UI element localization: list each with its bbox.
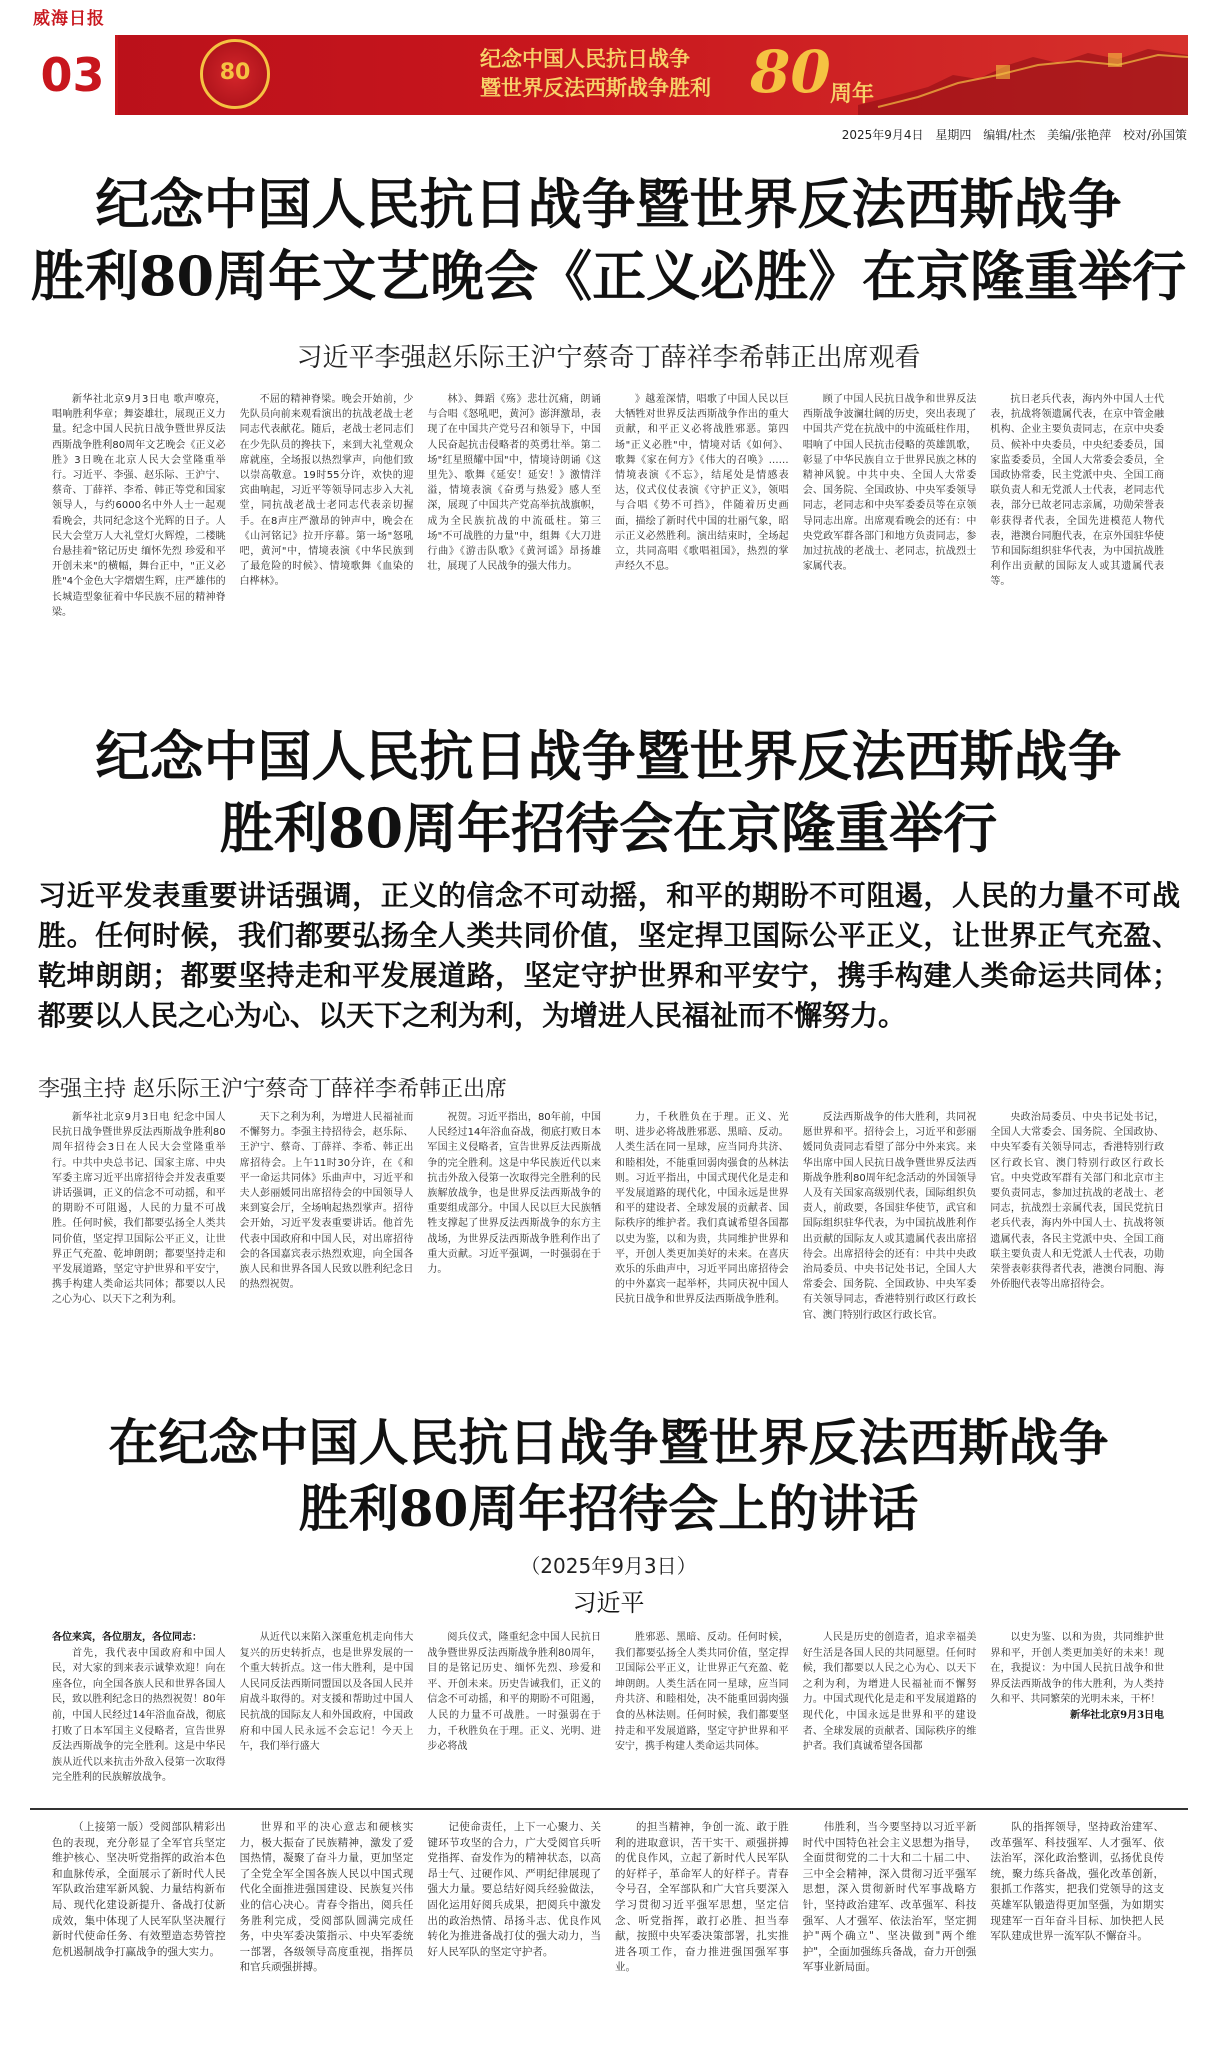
continuation-column: （上接第一版）受阅部队精彩出色的表现，充分彰显了全军官兵坚定维护核心、坚决听党指挥的政治本色和血脉传承，全面展示了新时代人民军队政治建军新风貌、力量结构新布局、现代化建设新提升、备战打仗新成效，集中体现了人民军队坚决履行新时代使命任务、有效塑造态势管控危机遏制战争打赢战争的强大实力。 [52,1821,226,1958]
speech-column: 各位来宾，各位朋友，各位同志： 首先，我代表中国政府和中国人民，对大家的到来表示诚挚欢迎！向在座各位，向全国各族人民和世界各国人民，致以胜利纪念日的热烈祝贺！80年前，中国人民经过14年浴血奋战，彻底打败了日本军国主义侵略者，宣告世界反法西斯战争的完全胜利。这是中华民族从近代以来抗击外敌入侵第一次取得完全胜利的民族解放战争。 [52,1632,226,1784]
newspaper-logo: 威海日报 [33,9,105,29]
anniversary-emblem-icon [200,39,270,109]
continuation-column: 记使命责任，上下一心聚力、关键环节攻坚的合力，广大受阅官兵听党指挥、奋发作为的精神状态，以高昂士气、过硬作风、严明纪律展现了强大力量。要总结好阅兵经验做法，固化运用好阅兵成果，把阅兵中激发出的政治热情、昂扬斗志、优良作风转化为推进备战打仗的强大动力，当好人民军队的坚定守护者。 [427,1821,602,1958]
banner-big-number: 80 [750,38,831,106]
speech-byline: 新华社北京9月3日电 [1070,1709,1165,1721]
article1-headline-line1: 纪念中国人民抗日战争暨世界反法西斯战争 [95,172,1122,236]
banner-title-line2: 暨世界反法西斯战争胜利 [480,76,711,100]
section-divider [30,1808,1188,1810]
article1-body [52,392,1164,664]
article2-headline [20,720,1197,864]
article1-column: 不屈的精神脊梁。晚会开始前，少先队员向前来观看演出的抗战老战士老同志代表献花。随后，老战士老同志们在少先队员的搀扶下，来到大礼堂观众席就座，全场报以热烈掌声，向他们致以崇高敬意。19时55分许，欢快的迎宾曲响起，习近平等领导同志步入大礼堂，同抗战老战士老同志代表亲切握手。在8声庄严激昂的钟声中，晚会在《山河铭记》拉开序幕。第一场"怒吼吧，黄河"中，情境表演《中华民族到了最危险的时候》、情境歌舞《血染的白桦林》。 [239,394,414,588]
article1-headline [20,168,1197,312]
article2-column: 新华社北京9月3日电 纪念中国人民抗日战争暨世界反法西斯战争胜利80周年招待会3日在人民大会堂隆重举行。中共中央总书记、国家主席、中央军委主席习近平出席招待会并发表重要讲话强调，正义的信念不可动摇，和平的期盼不可阻遏，人民的力量不可战胜。任何时候，我们都要弘扬全人类共同价值，坚定捍卫国际公平正义，让世界正气充盈、乾坤朗朗；都要坚持走和平发展道路，坚定守护世界和平安宁，携手构建人类命运共同体；都要以人民之心为心、以天下之利为利。 [52,1112,226,1306]
banner-title [480,45,711,103]
speech-column: 阅兵仪式，隆重纪念中国人民抗日战争暨世界反法西斯战争胜利80周年，目的是铭记历史、缅怀先烈、珍爱和平、开创未来。历史告诫我们，正义的信念不可动摇，和平的期盼不可阻遏，人民的力量不可战胜。一时强弱在于力，千秋胜负在于理。正义、光明、进步必将战 [427,1632,602,1753]
article2-headline-line2: 胜利80周年招待会在京隆重举行 [219,796,998,860]
banner-title-line1: 纪念中国人民抗日战争 [480,47,690,71]
article2-column: 力，千秋胜负在于理。正义、光明、进步必将战胜邪恶、黑暗、反动。人类生活在同一星球，应当同舟共济、和睦相处，不能重回弱肉强食的丛林法则。习近平指出，中国式现代化是走和平发展道路的现代化，中国永远是世界和平的建设者、全球发展的贡献者、国际秩序的维护者。我们真诚希望各国都以史为鉴，以和为贵，共同维护世界和平，开创人类更加美好的未来。在喜庆欢乐的乐曲声中，习近平同出席招待会的中外嘉宾一起举杯，共同庆祝中国人民抗日战争和世界反法西斯战争胜利。 [615,1112,789,1306]
article1-column: 抗日老兵代表，海内外中国人士代表，抗战将领遗属代表，在京中管金融机构、企业主要负责同志，在京中央委员、候补中央委员，中央纪委委员，国家监委委员，全国人大常委会委员，全国政协常委，民主党派中央、全国工商联负责人和无党派人士代表，老同志代表，部分已故老同志亲属，功勋荣誉表彰获得者代表，全国先进模范人物代表，港澳台同胞代表，在京外国驻华使节和国际组织驻华代表，为中国抗战胜利作出贡献的国际友人或其遗属代表等。 [990,394,1165,588]
section-banner [30,35,1188,115]
great-wall-icon [858,35,1188,115]
art-editor-credit: 美编/张艳萍 [1047,128,1112,142]
page-number-box [30,35,118,115]
emblem-number: 80 [219,60,251,85]
dateline [834,126,1187,143]
article2-headline-line1: 纪念中国人民抗日战争暨世界反法西斯战争 [95,724,1122,788]
article1-column: 顾了中国人民抗日战争和世界反法西斯战争波澜壮阔的历史，突出表现了中国共产党在抗战中的中流砥柱作用，唱响了中国人民抗击侵略的英雄凯歌，彰显了中华民族自立于世界民族之林的精神风貌。中共中央、全国人大常委会、国务院、全国政协、中央军委领导同志，老同志和中央军委委员等在京领导同志出席。出席观看晚会的还有：中央党政军群各部门和地方负责同志，参加过抗战的老战士、老同志，抗战烈士家属代表。 [802,394,977,573]
article1-column: 林》、舞蹈《殇》悲壮沉痛，朗诵与合唱《怒吼吧，黄河》澎湃激昂，表现了在中国共产党号召和领导下，中国人民奋起抗击侵略者的英勇壮举。第二场"红星照耀中国"中，情境诗朗诵《这里先》、歌舞《延安！延安！》激情洋溢，情境表演《奋勇与热爱》感人至深，展现了中国共产党高举抗战旗帜，成为全民族抗战的中流砥柱。第三场"不可战胜的力量"中，组舞《大刀进行曲》《游击队歌》《黄河谣》昂扬雄壮，展现了人民战争的强大伟力。 [427,394,602,573]
article1-headline-line2: 胜利80周年文艺晚会《正义必胜》在京隆重举行 [30,244,1187,308]
article3-headline-line2: 胜利80周年招待会上的讲话 [298,1479,919,1538]
article2-column: 天下之利为利，为增进人民福祉而不懈努力。李强主持招待会，赵乐际、王沪宁、蔡奇、丁薛祥、李希、韩正出席招待会。上午11时30分许，在《和平一命运共同体》乐曲声中，习近平和夫人彭丽媛同出席招待会的中国领导人来到宴会厅，全场响起热烈掌声。招待会开始，习近平发表重要讲话。他首先代表中国政府和中国人民，对出席招待会的各国嘉宾表示热烈欢迎，向全国各族人民和世界各国人民致以胜利纪念日的热烈祝贺。 [239,1112,414,1291]
article2-lead: 习近平发表重要讲话强调，正义的信念不可动摇，和平的期盼不可阻遏，人民的力量不可战胜。任何时候，我们都要弘扬全人类共同价值，坚定捍卫国际公平正义，让世界正气充盈、乾坤朗朗；都要坚持走和平发展道路，坚定守护世界和平安宁，携手构建人类命运共同体；都要以人民之心为心、以天下之利为利，为增进人民福祉而不懈努力。 [38,879,1180,1032]
article2-column: 祝贺。习近平指出，80年前，中国人民经过14年浴血奋战，彻底打败日本军国主义侵略者，宣告世界反法西斯战争的完全胜利。这是中华民族近代以来抗击外敌入侵第一次取得完全胜利的民族解放战争，也是世界反法西斯战争的重要组成部分。中国人民以巨大民族牺牲支撑起了世界反法西斯战争的东方主战场，为世界反法西斯战争胜利作出了重大贡献。习近平强调，一时强弱在于力。 [427,1112,602,1276]
speech-greeting: 各位来宾，各位朋友，各位同志： [52,1632,202,1643]
speech-column: 以史为鉴、以和为贵，共同维护世界和平，开创人类更加美好的未来！现在，我提议：为中国人民抗日战争和世界反法西斯战争的伟大胜利，为人类持久和平、共同繁荣的光明未来，干杯！ 新华社北京9月3日电 [990,1630,1164,1758]
issue-weekday: 星期四 [935,128,972,142]
speech-column: 从近代以来陷入深重危机走向伟大复兴的历史转折点，也是世界发展的一个重大转折点。这一伟大胜利，是中国人民同反法西斯同盟国以及各国人民并肩战斗取得的。对支援和帮助过中国人民抗战的国际友人和外国政府，中国政府和中国人民永远不会忘记！今天上午，我们举行盛大 [239,1632,414,1753]
page-number: 03 [40,48,105,102]
article2-body [52,1110,1164,1378]
article2-column: 央政治局委员、中央书记处书记，全国人大常委会、国务院、全国政协、中央军委有关领导同志，香港特别行政区行政长官、澳门特别行政区行政长官。中央党政军群有关部门和北京市主要负责同志，参加过抗战的老战士、老同志，抗战烈士亲属代表，国民党抗日老兵代表，海内外中国人士、抗战将领遗属代表，各民主党派中央、全国工商联主要负责人和无党派人士代表，功勋荣誉表彰获得者代表，港澳台同胞、海外侨胞代表等出席招待会。 [990,1112,1165,1291]
speech-body [52,1630,1165,1784]
article1-column: 》越羞深情，唱歌了中国人民以巨大牺牲对世界反法西斯战争作出的重大贡献，和平正义必将战胜邪恶。第四场"正义必胜"中，情境对话《如何》、歌舞《家在何方》《伟大的召唤》……情境表演《不忘》，结尾处是情感表达，仪式仪仗表演《守护正义》，领唱与合唱《势不可挡》，伴随着历史画面，描绘了新时代中国的壮丽气象，昭示正义必然胜利。演出结束时，全场起立，共同高唱《歌唱祖国》，热烈的掌声经久不息。 [615,394,789,573]
speech-date: （2025年9月3日） [520,1554,697,1578]
article2-subheadline: 李强主持 赵乐际王沪宁蔡奇丁薛祥李希韩正出席 [38,1077,507,1102]
continuation-column: 世界和平的决心意志和硬核实力，极大振奋了民族精神，激发了爱国热情，凝聚了奋斗力量，更加坚定了全党全军全国各族人民以中国式现代化全面推进强国建设、民族复兴伟业的信心决心。青春令指出，阅兵任务胜利完成，受阅部队圆满完成任务，中央军委决策指示、中央军委统一部署，各级领导高度重视，指挥员和官兵顽强拼搏。 [239,1821,414,1974]
editor-credit: 编辑/杜杰 [983,128,1036,142]
article2-column: 反法西斯战争的伟大胜利，共同祝愿世界和平。招待会上，习近平和彭丽媛同负责同志看望了部分中外来宾。来华出席中国人民抗日战争暨世界反法西斯战争胜利80周年纪念活动的外国领导人及有关国家高级别代表，国际组织负责人，前政要，各国驻华使节，武官和国际组织驻华代表，为中国抗战胜利作出贡献的国际友人或其遗属代表出席招待会。出席招待会的还有：中共中央政治局委员、中央书记处书记，全国人大常委会、国务院、全国政协、中央军委有关领导同志，香港特别行政区行政长官、澳门特别行政区行政长官。 [802,1112,977,1321]
speech-column: 胜邪恶、黑暗、反动。任何时候，我们都要弘扬全人类共同价值，坚定捍卫国际公平正义，让世界正气充盈、乾坤朗朗。人类生活在同一星球，应当同舟共济、和睦相处，决不能重回弱肉强食的丛林法则。任何时候，我们都要坚持走和平发展道路，坚定守护世界和平安宁，携手构建人类命运共同体。 [615,1632,789,1753]
issue-date: 2025年9月4日 [841,128,924,142]
continuation-column: 队的指挥领导，坚持政治建军、改革强军、科技强军、人才强军、依法治军，深化政治整训，弘扬优良传统，聚力练兵备战，强化改革创新，狠抓工作落实，把我们党领导的这支英雄军队锻造得更加坚强，为如期实现建军一百年奋斗目标、加快把人民军队建成世界一流军队不懈奋斗。 [990,1821,1165,1943]
continuation-column: 伟胜利，当今要坚持以习近平新时代中国特色社会主义思想为指导，全面贯彻党的二十大和二十届二中、三中全会精神，深入贯彻习近平强军思想，深入贯彻新时代军事战略方针，坚持政治建军、改革强军、科技强军、人才强军、依法治军，坚定拥护"两个确立"、坚决做到"两个维护"，全面加强练兵备战，奋力开创强军事业新局面。 [802,1821,977,1974]
proofreader-credit: 校对/孙国策 [1122,128,1187,142]
continuation-column: 的担当精神，争创一流、敢于胜利的进取意识，苦干实干、顽强拼搏的优良作风，立起了新时代人民军队的好样子，革命军人的好样子。青春令号召，全军部队和广大官兵要深入学习贯彻习近平强军思想，坚定信念、听党指挥，敢打必胜、担当奉献，按照中央军委决策部署，扎实推进各项工作，奋力推进强国强军事业。 [615,1821,789,1974]
article1-subheadline: 习近平李强赵乐际王沪宁蔡奇丁薛祥李希韩正出席观看 [296,343,921,373]
speech-author: 习近平 [572,1589,645,1617]
article3-headline-line1: 在纪念中国人民抗日战争暨世界反法西斯战争 [108,1413,1109,1472]
article3-headline [20,1410,1197,1542]
banner-suffix: 周年 [830,82,875,107]
article1-column: 新华社北京9月3日电 歌声嘹亮，唱响胜利华章；舞姿雄壮，展现正义力量。纪念中国人民抗日战争暨世界反法西斯战争胜利80周年文艺晚会《正义必胜》3日晚在北京人民大会堂隆重举行。习近平、李强、赵乐际、王沪宁、蔡奇、丁薛祥、李希、韩正等党和国家领导人，与约6000名中外人士一起观看晚会，共同纪念这个光辉的日子。人民大会堂万人大礼堂灯火辉煌，二楼眺台悬挂着"铭记历史 缅怀先烈 珍爱和平 开创未来"的横幅，舞台正中，"正义必胜"4个金色大字熠熠生辉，庄严雄伟的长城造型象征着中华民族不屈的精神脊梁。 [52,394,226,618]
continuation-body [52,1820,1164,2050]
speech-column: 人民是历史的创造者，追求幸福美好生活是各国人民的共同愿望。任何时候，我们都要以人民之心为心、以天下之利为利，为增进人民福祉而不懈努力。中国式现代化是走和平发展道路的现代化，中国永远是世界和平的建设者、全球发展的贡献者、国际秩序的维护者。我们真诚希望各国都 [802,1632,977,1753]
